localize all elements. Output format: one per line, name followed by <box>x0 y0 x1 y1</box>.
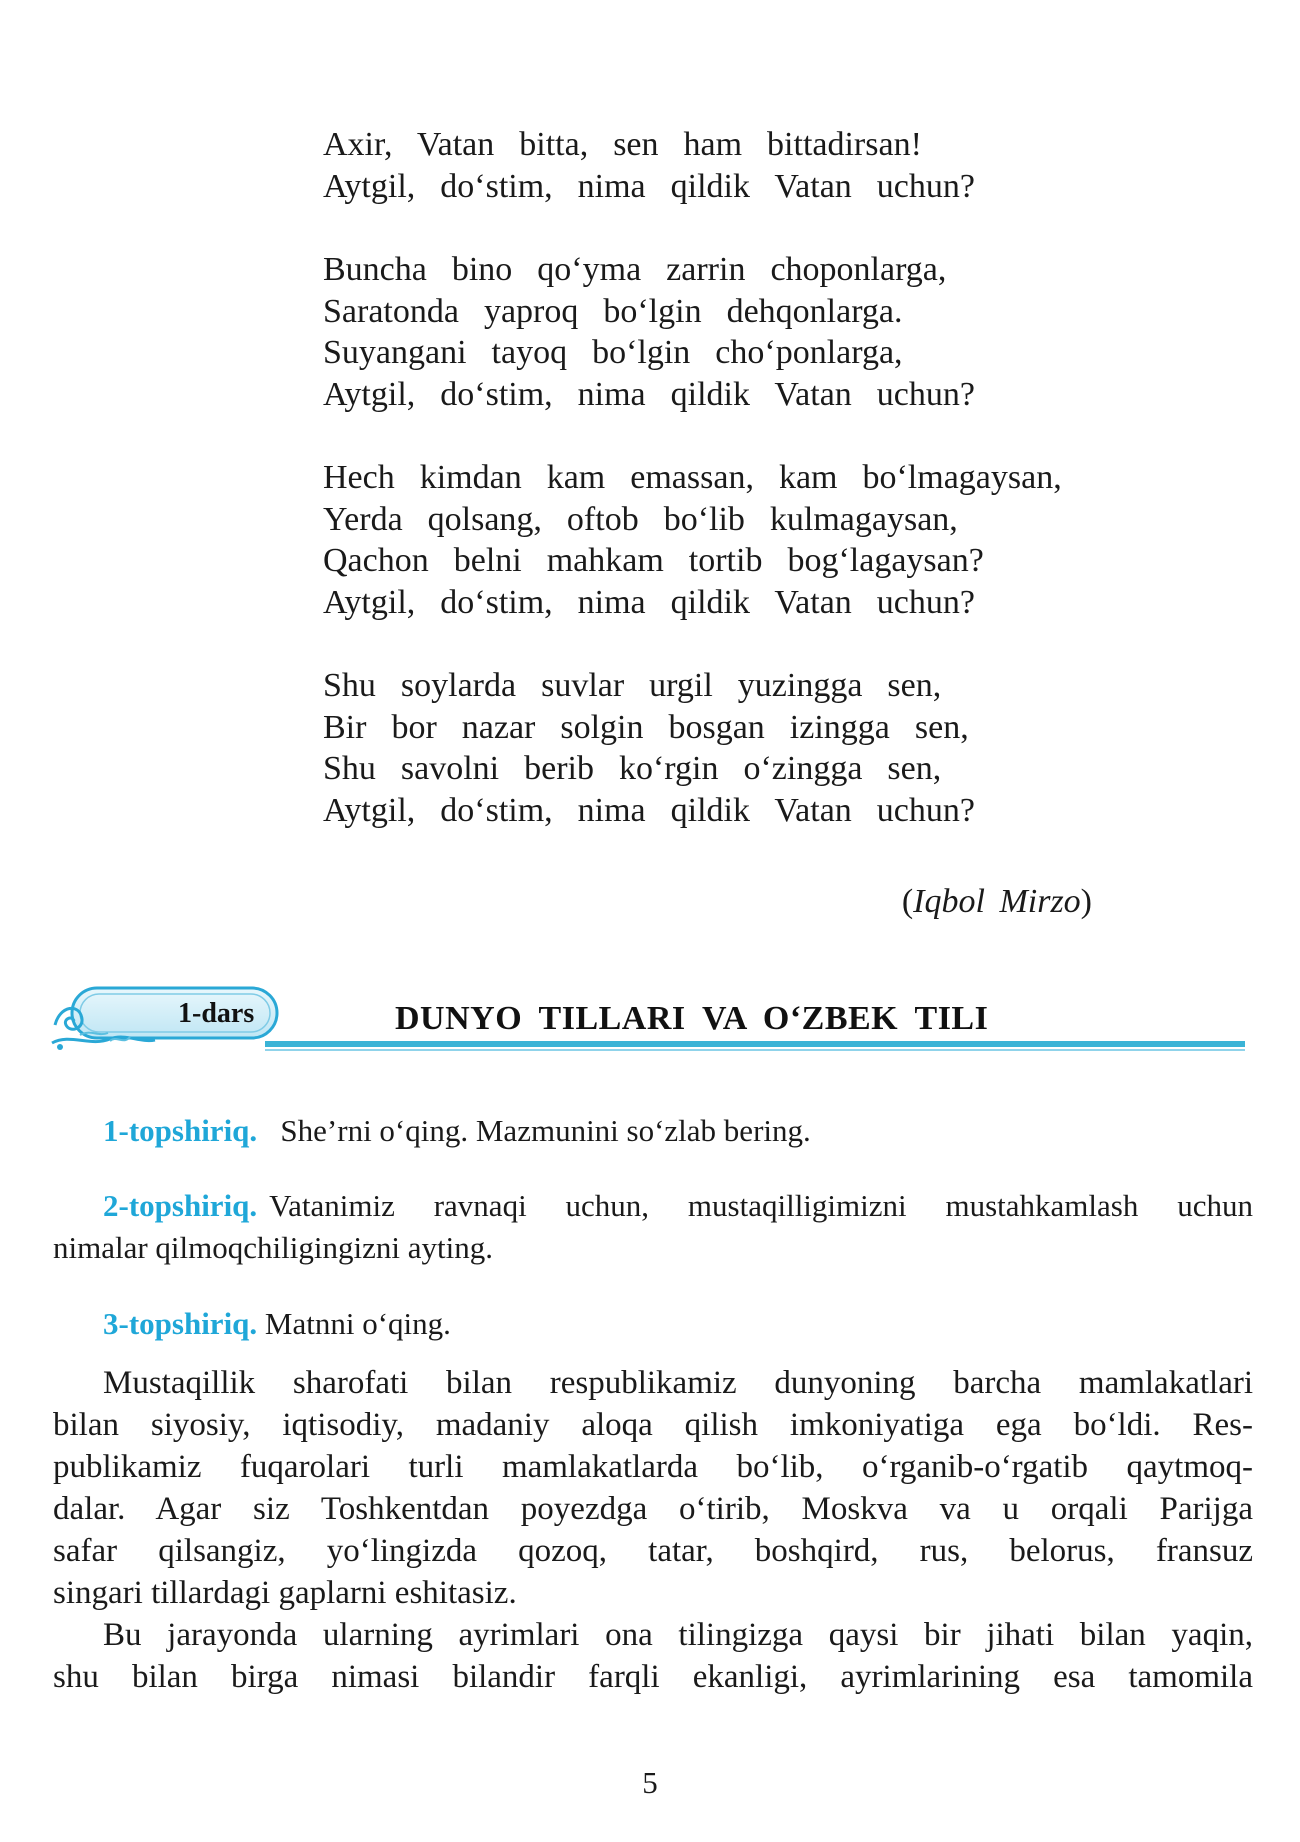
poem-stanza-2 <box>323 249 1123 415</box>
lesson-badge: 1-dars <box>178 998 255 1029</box>
paragraph-line: safar qilsangiz, yo‘lingizda qozoq, tatar, boshqird, rus, belorus, fransuz <box>53 1533 1253 1569</box>
task-text: nimalar qilmoqchiligingizni ayting. <box>53 1229 493 1265</box>
paragraph-line: singari tillardagi gaplarni eshitasiz. <box>53 1575 517 1611</box>
poem-line: Qachon belni mahkam tortib bog‘lagaysan? <box>323 542 984 579</box>
task-1 <box>53 1110 1253 1152</box>
header-rule <box>265 1041 1245 1047</box>
poem-line: Shu savolni berib ko‘rgin o‘zingga sen, <box>323 750 942 787</box>
page-number: 5 <box>642 1765 658 1800</box>
paragraph-line: publikamiz fuqarolari turli mamlakatlarda bo‘lib, o‘rganib-o‘rgatib qaytmoq- <box>53 1449 1253 1485</box>
poem-line: Aytgil, do‘stim, nima qildik Vatan uchun? <box>323 791 975 829</box>
task-text: Matnni o‘qing. <box>264 1306 451 1341</box>
poem-line: Hech kimdan kam emassan, kam bo‘lmagaysan, <box>323 459 1062 496</box>
task-label: 1-topshiriq. <box>103 1113 258 1148</box>
task-3 <box>53 1303 1253 1345</box>
poem-stanza-3 <box>323 457 1123 623</box>
poem-line: Shu soylarda suvlar urgil yuzingga sen, <box>323 667 942 704</box>
poem-stanza-4 <box>323 665 1123 831</box>
poem <box>323 124 1123 831</box>
paragraph-2 <box>53 1614 1253 1698</box>
paragraph-1 <box>53 1362 1253 1614</box>
task-label: 3-topshiriq. <box>103 1306 258 1341</box>
poem-author: (Iqbol Mirzo) <box>901 883 1092 920</box>
paragraph-line: dalar. Agar siz Toshkentdan poyezdga o‘tirib, Moskva va u orqali Parijga <box>53 1491 1253 1527</box>
paragraph-line: shu bilan birga nimasi bilandir farqli ekanligi, ayrimlarining esa tamomila <box>53 1659 1253 1695</box>
poem-line: Yerda qolsang, oftob bo‘lib kulmagaysan, <box>323 500 958 538</box>
poem-line: Suyangani tayoq bo‘lgin cho‘ponlarga, <box>323 334 903 371</box>
author-name: Iqbol Mirzo <box>913 883 1081 920</box>
poem-line: Aytgil, do‘stim, nima qildik Vatan uchun? <box>323 583 975 621</box>
task-2 <box>53 1185 1253 1268</box>
paragraph-line: bilan siyosiy, iqtisodiy, madaniy aloqa qilish imkoniyatiga ega bo‘ldi. Res- <box>53 1407 1253 1443</box>
poem-line: Aytgil, do‘stim, nima qildik Vatan uchun? <box>323 375 975 413</box>
paragraph-line: Mustaqillik sharofati bilan respublikamiz dunyoning barcha mamlakatlari <box>103 1365 1253 1401</box>
task-label: 2-topshiriq. <box>103 1188 258 1223</box>
poem-stanza-1 <box>323 124 1123 207</box>
lesson-title: DUNYO TILLARI VA O‘ZBEK TILI <box>395 1000 989 1037</box>
poem-line: Axir, Vatan bitta, sen ham bittadirsan! <box>323 126 922 163</box>
header-rule-thin <box>265 1049 1245 1051</box>
task-text: Vatanimiz ravnaqi uchun, mustaqilligimizni mustahkamlash uchun <box>269 1188 1253 1223</box>
task-text: She’rni o‘qing. Mazmunini so‘zlab bering. <box>280 1113 811 1148</box>
poem-line: Aytgil, do‘stim, nima qildik Vatan uchun? <box>323 167 975 205</box>
lesson-header <box>50 985 1245 1055</box>
paragraph-line: Bu jarayonda ularning ayrimlari ona tilingizga qaysi bir jihati bilan yaqin, <box>103 1617 1253 1653</box>
poem-line: Saratonda yaproq bo‘lgin dehqonlarga. <box>323 292 903 330</box>
poem-line: Bir bor nazar solgin bosgan izingga sen, <box>323 708 969 746</box>
poem-line: Buncha bino qo‘yma zarrin choponlarga, <box>323 251 947 288</box>
